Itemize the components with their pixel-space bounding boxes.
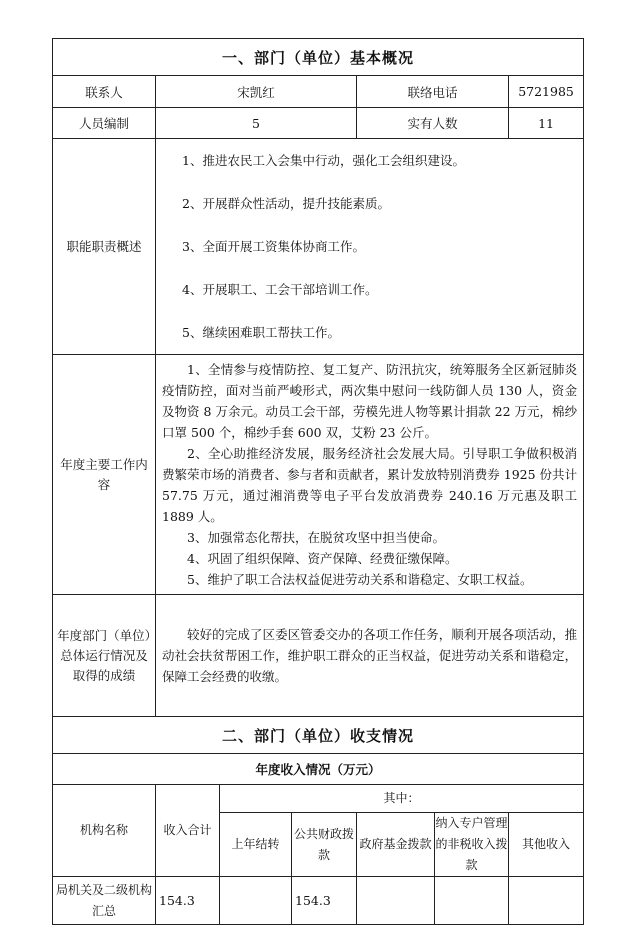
duty-item: 3、全面开展工资集体协商工作。 [182,239,365,254]
work-label: 年度主要工作内容 [53,355,156,595]
row-other [509,877,584,925]
col-header-special-nontax: 纳入专户管理的非税收入拨款 [435,813,509,877]
row-gov-fund [357,877,435,925]
col-header-public-fiscal: 公共财政拨款 [292,813,357,877]
actual-staff-value: 11 [509,108,584,139]
table-row [53,877,584,925]
overall-content [156,595,584,717]
col-header-total: 收入合计 [156,785,220,877]
section2-title: 二、部门（单位）收支情况 [53,717,584,754]
duty-item: 4、开展职工、工会干部培训工作。 [182,282,378,297]
duty-item: 1、推进农民工入会集中行动，强化工会组织建设。 [182,153,465,168]
section1-title: 一、部门（单位）基本概况 [53,39,584,76]
phone-value: 5721985 [509,76,584,108]
col-header-org: 机构名称 [53,785,156,877]
income-subtitle: 年度收入情况（万元） [53,754,584,785]
work-item: 2、全心助推经济发展，服务经济社会发展大局。引导职工争做积极消费繁荣市场的消费者、参与者和贡献者，累计发放特别消费券 1925 份共计 57.75 万元，通过湘消费等电子平台发放消费券 240.16 万元惠及职工 1889 人。 [162,446,578,524]
work-item: 4、巩固了组织保障、资产保障、经费征缴保障。 [187,551,458,566]
phone-label: 联络电话 [357,76,509,108]
col-header-gov-fund: 政府基金拨款 [357,813,435,877]
overall-text: 较好的完成了区委区管委交办的各项工作任务，顺利开展各项活动，推动社会扶贫帮困工作，维护职工群众的正当权益，促进劳动关系和谐稳定，保障工会经费的收缴。 [162,627,578,684]
col-header-other: 其他收入 [509,813,584,877]
work-content [156,355,584,595]
staffing-label: 人员编制 [53,108,156,139]
work-item: 1、全情参与疫情防控、复工复产、防汛抗灾，统筹服务全区新冠肺炎疫情防控，面对当前严峻形式，两次集中慰问一线防御人员 130 人，资金及物资 8 万余元。动员工会干部，劳模先进人物等累计捐款 22 万元，棉纱口罩 500 个，棉纱手套 600 双，艾粉 23 公斤。 [162,362,578,440]
duties-list [156,139,584,355]
row-special-nontax [435,877,509,925]
overall-label: 年度部门（单位）总体运行情况及取得的成绩 [53,595,156,717]
report-page [52,38,583,925]
overview-table [52,38,584,925]
row-org: 局机关及二级机构汇总 [53,877,156,925]
contact-value: 宋凯红 [156,76,357,108]
duty-item: 5、继续困难职工帮扶工作。 [182,325,340,340]
staffing-value: 5 [156,108,357,139]
duty-item: 2、开展群众性活动，提升技能素质。 [182,196,390,211]
contact-label: 联系人 [53,76,156,108]
duties-label: 职能职责概述 [53,139,156,355]
row-prev-year [220,877,292,925]
work-item: 5、维护了职工合法权益促进劳动关系和谐稳定、女职工权益。 [187,572,533,587]
col-header-prev-year: 上年结转 [220,813,292,877]
row-total: 154.3 [156,877,220,925]
row-public-fiscal: 154.3 [292,877,357,925]
work-item: 3、加强常态化帮扶，在脱贫攻坚中担当使命。 [187,530,445,545]
actual-staff-label: 实有人数 [357,108,509,139]
col-header-of-which: 其中： [220,785,584,813]
